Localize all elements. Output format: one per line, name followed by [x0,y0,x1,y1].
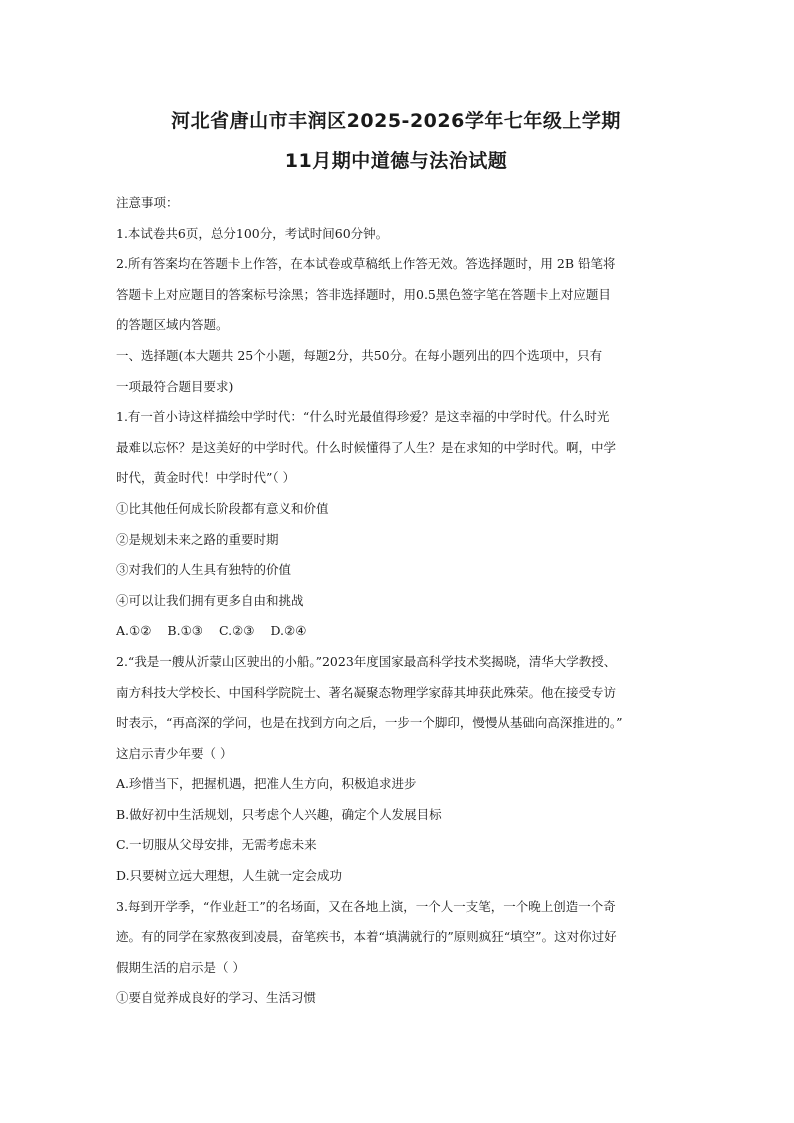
question-2-option-a: A.珍惜当下，把握机遇，把准人生方向，积极追求进步 [116,776,417,792]
question-2-stem: 这启示青少年要（ ） [116,745,233,761]
option-a: A.①② [116,623,152,639]
question-1-item: ②是规划未来之路的重要时期 [116,531,279,547]
question-2-option-d: D.只要树立远大理想，人生就一定会成功 [116,868,343,884]
notice-item-2-line: 的答题区域内答题。 [116,317,229,333]
question-1-item: ④可以让我们拥有更多自由和挑战 [116,592,304,608]
notice-heading: 注意事项： [116,195,179,210]
question-1-item: ③对我们的人生具有独特的价值 [116,562,292,578]
question-2-option-b: B.做好初中生活规划，只考虑个人兴趣，确定个人发展目标 [116,806,442,822]
document-body [116,188,686,1014]
notice-item-1: 1.本试卷共6页，总分100分，考试时间60分钟。 [116,225,389,241]
question-1-stem: 1.有一首小诗这样描绘中学时代：“什么时光最值得珍爱？是这幸福的中学时代。什么时光 [116,409,610,425]
question-1-item: ①比其他任何成长阶段都有意义和价值 [116,500,329,516]
title-line-2: 11月期中道德与法治试题 [284,150,508,172]
option-d: D.②④ [270,623,307,639]
section-1-heading: 一、选择题(本大题共 25个小题，每题2分，共50分。在每小题列出的四个选项中，只有 [116,347,603,363]
question-3-stem: 3.每到开学季，“作业赶工”的名场面，又在各地上演，一个人一支笔，一个晚上创造一个奇 [116,898,616,914]
question-2-option-c: C.一切服从父母安排，无需考虑未来 [116,837,317,853]
question-2-stem: 南方科技大学校长、中国科学院院士、著名凝聚态物理学家薛其坤获此殊荣。他在接受专访 [116,684,617,700]
notice-item-2-line: 答题卡上对应题目的答案标号涂黑；答非选择题时，用0.5黑色签字笔在答题卡上对应题目 [116,286,611,302]
question-2-stem: 2.“我是一艘从沂蒙山区驶出的小船。”2023年度国家最高科学技术奖揭晓，清华大学教授、 [116,653,617,669]
question-3-stem: 假期生活的启示是（ ） [116,959,245,975]
question-2-stem: 时表示，“再高深的学问，也是在找到方向之后，一步一个脚印，慢慢从基础向高深推进的。” [116,715,623,731]
title-line-1: 河北省唐山市丰润区2025-2026学年七年级上学期 [171,110,621,132]
question-1-stem: 时代，黄金时代！中学时代”（ ） [116,470,296,486]
option-c: C.②③ [218,623,255,639]
question-3-item: ①要自觉养成良好的学习、生活习惯 [116,990,317,1006]
question-1-stem: 最难以忘怀？是这美好的中学时代。什么时候懂得了人生？是在求知的中学时代。啊，中学 [116,439,617,455]
notice-item-2-line: 2.所有答案均在答题卡上作答，在本试卷或草稿纸上作答无效。答选择题时，用 2B 铅笔将 [116,256,616,272]
section-1-heading: 一项最符合题目要求) [116,378,234,394]
question-1-options [116,616,686,647]
option-b: B.①③ [167,623,203,639]
question-3-stem: 迹。有的同学在家熬夜到凌晨，奋笔疾书，本着“填满就行的”原则疯狂“填空”。这对你过好 [116,929,617,945]
